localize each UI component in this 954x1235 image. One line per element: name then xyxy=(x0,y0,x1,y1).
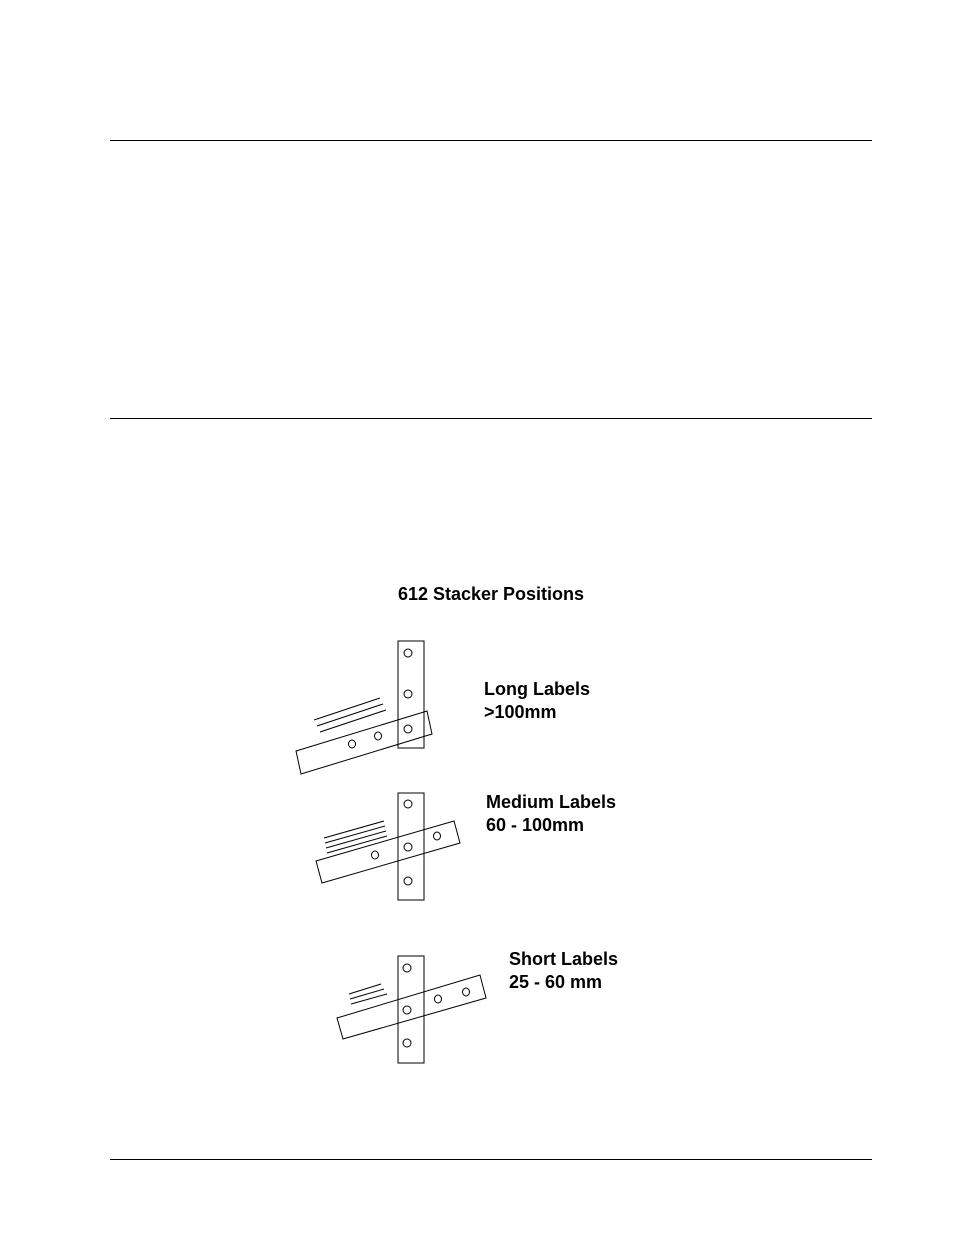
motion-line xyxy=(326,831,386,848)
stacker-hole xyxy=(404,800,412,808)
short-labels-caption xyxy=(509,948,618,994)
motion-line xyxy=(320,710,386,732)
stacker-hole xyxy=(404,877,412,885)
motion-line xyxy=(327,836,387,853)
motion-line xyxy=(349,984,381,994)
diagram-title: 612 Stacker Positions xyxy=(397,584,585,604)
stacker-hole xyxy=(404,843,412,851)
motion-line xyxy=(350,989,384,999)
caption-line: Long Labels xyxy=(484,679,591,699)
strip-hole xyxy=(435,995,442,1003)
strip-hole xyxy=(434,832,441,840)
motion-line xyxy=(317,704,383,726)
strip-hole xyxy=(372,851,379,859)
stacker-hole xyxy=(403,1039,411,1047)
strip-hole xyxy=(375,732,382,740)
motion-line xyxy=(325,826,385,843)
stacker-short-illustration xyxy=(337,956,486,1063)
stacker-medium-illustration xyxy=(316,793,460,900)
caption-line: >100mm xyxy=(484,702,557,722)
stacker-hole xyxy=(403,1006,411,1014)
strip-hole xyxy=(349,740,356,748)
caption-line: 60 - 100mm xyxy=(486,815,585,835)
motion-line xyxy=(314,698,380,720)
label-strip xyxy=(337,975,486,1039)
stacker-long-illustration xyxy=(296,641,432,774)
strip-hole xyxy=(463,988,470,996)
motion-line xyxy=(351,994,387,1004)
medium-labels-caption xyxy=(486,791,616,837)
stacker-hole xyxy=(403,964,411,972)
caption-line: Medium Labels xyxy=(486,792,617,812)
long-labels-caption xyxy=(484,678,590,724)
motion-line xyxy=(324,821,384,838)
caption-line: 25 - 60 mm xyxy=(509,972,603,992)
caption-line: Short Labels xyxy=(509,949,619,969)
label-strip xyxy=(316,821,460,883)
